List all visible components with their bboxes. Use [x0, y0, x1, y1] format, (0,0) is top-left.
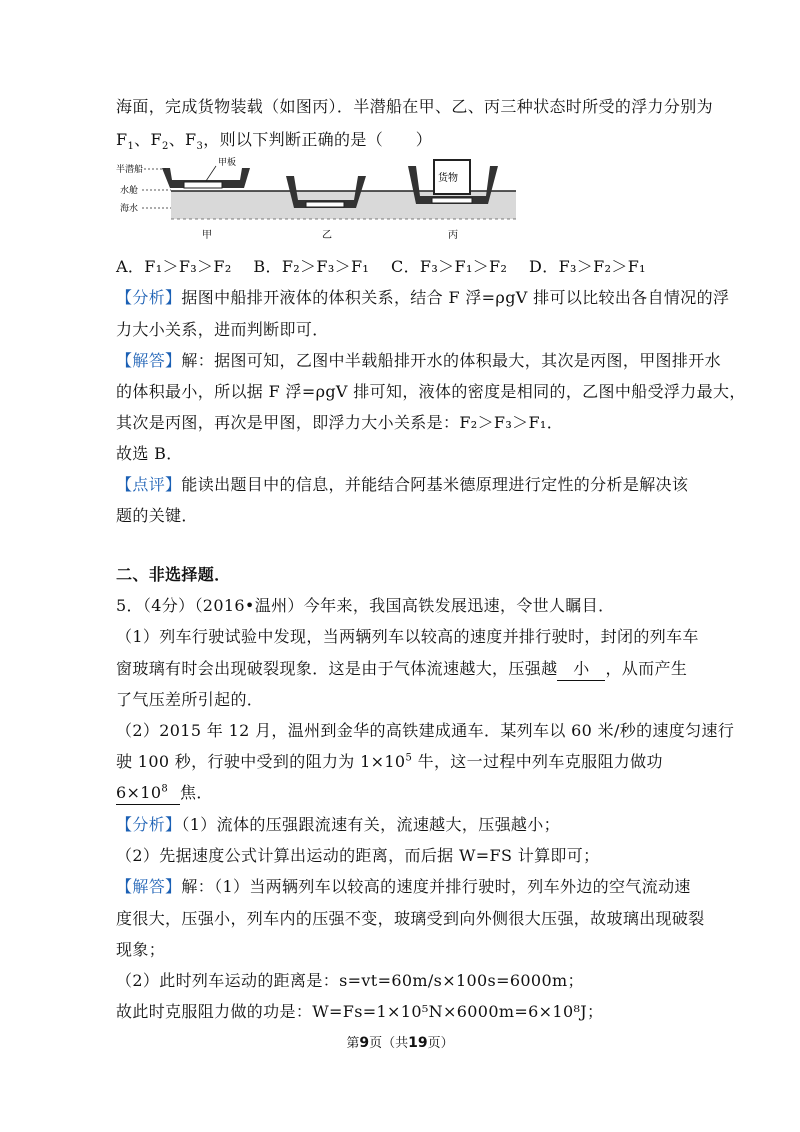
q5-p2-line-3: $6\times 10^8$ 焦． [116, 778, 686, 808]
q5-p1-line-1: （1）列车行驶试验中发现，当两辆列车以较高的速度并排行驶时，封闭的列车车 [116, 627, 699, 646]
section-heading: 二、非选择题． [116, 565, 231, 584]
q4-answer-line-3: 其次是丙图，再次是甲图，即浮力大小关系是：F₂＞F₃＞F₁． [116, 413, 564, 432]
q5-answer-line-1: 【解答】解：（1）当两辆列车以较高的速度并排行驶时，列车外边的空气流动速 [116, 877, 691, 896]
q5-analysis-line-1: 【分析】（1）流体的压强跟流速有关，流速越大，压强越小； [116, 815, 560, 834]
answer-tag: 【解答】 [116, 877, 182, 896]
q5-answer-line-4: （2）此时列车运动的距离是：s=vt=60m/s×100s=6000m； [116, 971, 584, 990]
q4-options: A．F₁＞F₃＞F₂ B．F₂＞F₃＞F₁ C．F₃＞F₁＞F₂ D．F₃＞F₂＞F₁ [116, 257, 646, 276]
q4-stem-line-2: $F_1$、$F_2$、$F_3$，则以下判断正确的是（ ） [116, 130, 433, 153]
ship-figure [116, 156, 516, 242]
q4-stem-line-1: 海面，完成货物装载（如图丙）．半潜船在甲、乙、丙三种状态时所受的浮力分别为 [116, 97, 713, 116]
q5-p1-line-2: 窗玻璃有时会出现破裂现象．这是由于气体流速越大，压强越 小 ，从而产生 [116, 654, 686, 684]
label-c: 丙 [448, 230, 458, 241]
label-waterline: 水舱 [120, 186, 139, 196]
page-total: 19 [408, 1035, 428, 1051]
q4-answer-line-1: 【解答】解：据图可知，乙图中半载船排开水的体积最大，其次是丙图，甲图排开水 [116, 351, 721, 370]
analysis-tag: 【分析】 [116, 288, 182, 307]
q4-choose: 故选 B． [116, 444, 183, 463]
page-footer: 第9页（共19页） [346, 1035, 454, 1051]
q5-answer-line-3: 现象； [116, 940, 166, 959]
analysis-tag: 【分析】 [116, 815, 182, 834]
q5-stem: 5．（4分）（2016•温州）今年来，我国高铁发展迅速，令世人瞩目． [116, 596, 615, 615]
label-cargo: 货物 [438, 173, 458, 184]
comment-tag: 【点评】 [116, 475, 182, 494]
label-deck: 甲板 [218, 158, 237, 168]
q5-p1-line-3: 了气压差所引起的． [116, 690, 264, 709]
label-b: 乙 [322, 230, 332, 241]
label-semi-submersible: 半潜船 [116, 165, 144, 175]
q4-answer-line-2: 的体积最小，所以据 F 浮=ρgV 排可知，液体的密度是相同的，乙图中船受浮力最大， [116, 382, 746, 401]
q4-analysis-line-2: 力大小关系，进而判断即可． [116, 320, 329, 339]
q5-answer-line-2: 度很大，压强小，列车内的压强不变，玻璃受到向外侧很大压强，故玻璃出现破裂 [116, 909, 705, 928]
q4-comment-line-1: 【点评】能读出题目中的信息，并能结合阿基米德原理进行定性的分析是解决该 [116, 475, 689, 494]
q5-answer-line-5: 故此时克服阻力做的功是：W=Fs=1×10⁵N×6000m=6×10⁸J； [116, 1002, 604, 1021]
label-a: 甲 [202, 230, 212, 241]
q5-p2-line-1: （2）2015 年 12 月，温州到金华的高铁建成通车．某列车以 60 米/秒的速度匀速行 [116, 721, 735, 740]
answer-tag: 【解答】 [116, 351, 182, 370]
answer-blank-2: $6\times 10^8$ [116, 782, 180, 805]
q5-analysis-line-2: （2）先据速度公式计算出运动的距离，而后据 W=FS 计算即可； [116, 846, 600, 865]
q4-analysis-line-1: 【分析】据图中船排开液体的体积关系，结合 F 浮=ρgV 排可以比较出各自情况的浮 [116, 288, 730, 307]
answer-blank-1: 小 [557, 658, 605, 681]
q5-p2-line-2: 驶 100 秒，行驶中受到的阻力为 $1\times 10^5$ 牛，这一过程中列车克服阻力做功 [116, 752, 663, 771]
page-number: 9 [359, 1035, 370, 1051]
label-seawater: 海水 [120, 204, 139, 214]
q4-comment-line-2: 题的关键． [116, 506, 198, 525]
